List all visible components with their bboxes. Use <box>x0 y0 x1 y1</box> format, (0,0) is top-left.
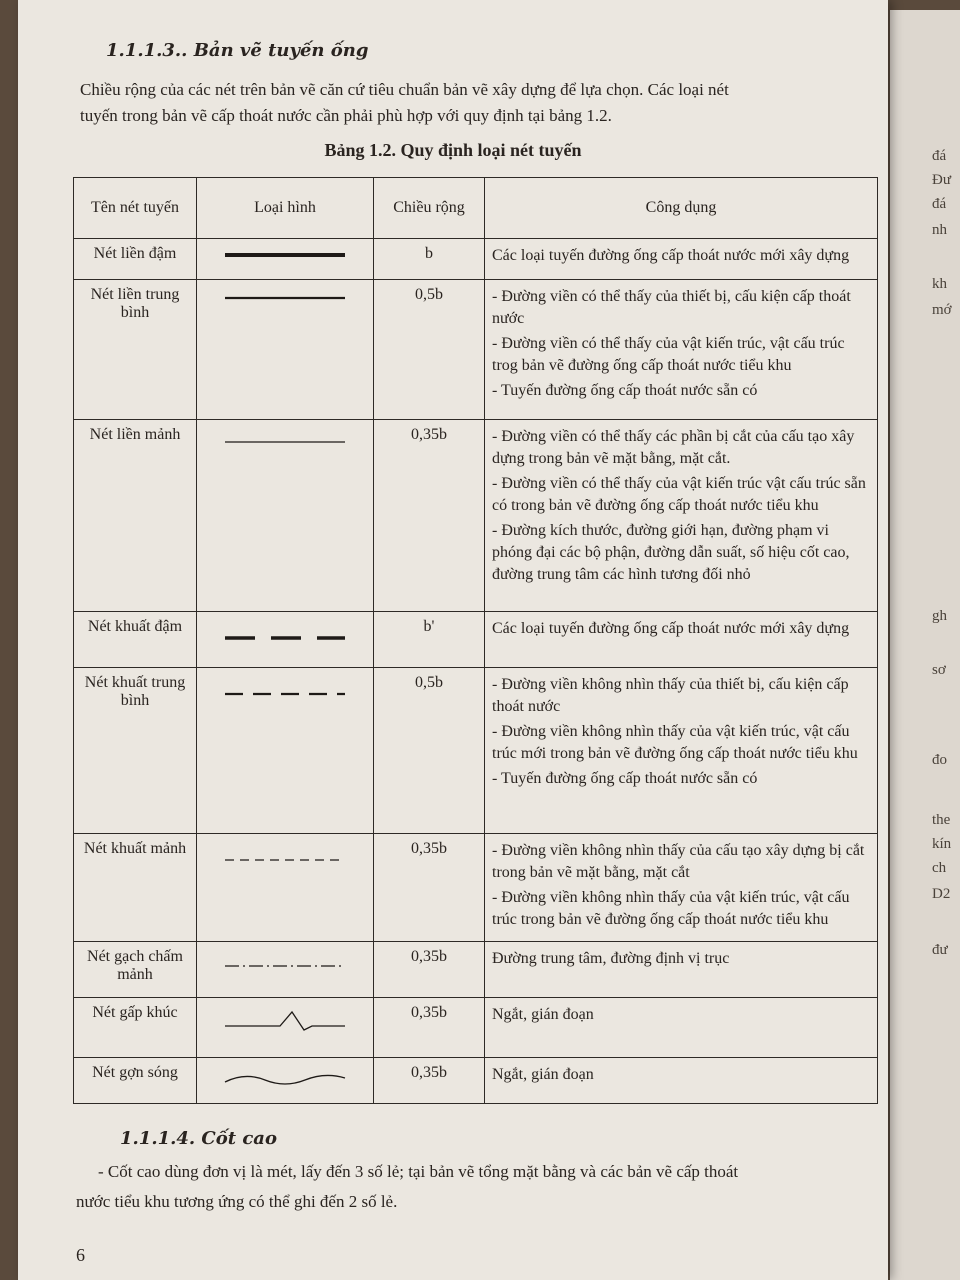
adjacent-page <box>890 10 960 1280</box>
adjacent-page-fragment: kh <box>932 276 947 292</box>
row-usage <box>485 942 878 998</box>
row-width: 0,35b <box>374 1058 485 1104</box>
usage-item: - Đường kích thước, đường giới hạn, đường phạm vi phóng đại các bộ phận, đường dẫn suất, số hiệu cốt cao, đường trung tâm các hình tương đối nhỏ <box>492 522 850 583</box>
row-line-sample <box>197 834 374 942</box>
row-line-sample <box>197 420 374 612</box>
adjacent-page-fragment: đo <box>932 752 947 768</box>
adjacent-page-fragment: kín <box>932 836 952 852</box>
table-row <box>74 420 878 612</box>
table-row <box>74 834 878 942</box>
row-line-sample <box>197 1058 374 1104</box>
row-line-sample <box>197 280 374 420</box>
line-type-table <box>73 177 878 1104</box>
line-sample-dash-medium <box>220 678 350 702</box>
table-row <box>74 942 878 998</box>
table-row <box>74 612 878 668</box>
row-line-sample <box>197 942 374 998</box>
line-sample-dash-thin <box>220 844 350 868</box>
row-name: Nét khuất đậm <box>74 612 197 668</box>
table-row <box>74 1058 878 1104</box>
header-width: Chiều rộng <box>374 178 485 239</box>
row-name: Nét khuất trung bình <box>74 668 197 834</box>
row-name: Nét gấp khúc <box>74 998 197 1058</box>
table-header-row <box>74 178 878 239</box>
row-width: 0,35b <box>374 834 485 942</box>
usage-item: - Đường viền không nhìn thấy của thiết bị, cấu kiện cấp thoát nước <box>492 676 849 715</box>
usage-item: Các loại tuyến đường ống cấp thoát nước mới xây dựng <box>492 620 850 637</box>
header-line-type: Loại hình <box>197 178 374 239</box>
usage-item: - Đường viền có thể thấy của vật kiến trúc vật cấu trúc sẵn có trong bản vẽ đường ống cấp thoát nước tiểu khu <box>492 475 866 514</box>
adjacent-page-fragment: mớ <box>932 302 952 318</box>
line-sample-solid-thin <box>220 430 350 454</box>
row-line-sample <box>197 239 374 280</box>
row-name: Nét khuất mảnh <box>74 834 197 942</box>
row-usage <box>485 239 878 280</box>
adjacent-page-fragment: the <box>932 812 951 828</box>
row-name: Nét liền mảnh <box>74 420 197 612</box>
row-name: Nét liền trung bình <box>74 280 197 420</box>
adjacent-page-fragment: nh <box>932 222 947 238</box>
row-usage <box>485 998 878 1058</box>
page-number: 6 <box>76 1245 85 1265</box>
row-usage <box>485 420 878 612</box>
usage-item: Ngắt, gián đoạn <box>492 1066 594 1083</box>
row-usage <box>485 1058 878 1104</box>
usage-item: Ngắt, gián đoạn <box>492 1006 594 1023</box>
book-page <box>18 0 888 1280</box>
usage-item: - Đường viền không nhìn thấy của vật kiến trúc, vật cấu trúc mới trong bản vẽ đường ống cấp thoát nước tiểu khu <box>492 723 858 762</box>
line-sample-dash-thick <box>220 622 350 646</box>
row-name: Nét gợn sóng <box>74 1058 197 1104</box>
usage-item: - Tuyến đường ống cấp thoát nước sẵn có <box>492 770 758 787</box>
section2-line-2: nước tiểu khu tương ứng có thể ghi đến 2 số lẻ. <box>76 1192 398 1211</box>
usage-item: - Đường viền không nhìn thấy của vật kiến trúc, vật cấu trúc trong bản vẽ đường ống cấp thoát nước tiểu khu <box>492 889 850 928</box>
row-width: b' <box>374 612 485 668</box>
usage-item: Đường trung tâm, đường định vị trục <box>492 950 730 967</box>
table-row <box>74 280 878 420</box>
header-usage: Công dụng <box>485 178 878 239</box>
line-sample-break-zigzag <box>220 1008 350 1032</box>
row-line-sample <box>197 668 374 834</box>
table-row <box>74 239 878 280</box>
line-sample-dash-dot <box>220 952 350 976</box>
usage-item: - Tuyến đường ống cấp thoát nước sẵn có <box>492 382 758 399</box>
adjacent-page-fragment: sơ <box>932 662 946 678</box>
row-width: b <box>374 239 485 280</box>
row-usage <box>485 612 878 668</box>
intro-line-1: Chiều rộng của các nét trên bản vẽ căn cứ tiêu chuẩn bản vẽ xây dựng để lựa chọn. Các loại nét <box>80 80 729 99</box>
table-row <box>74 998 878 1058</box>
line-sample-wave <box>220 1068 350 1092</box>
usage-item: - Đường viền có thể thấy của vật kiến trúc, vật cấu trúc trog bản vẽ đường ống cấp thoát nước tiểu khu <box>492 335 845 374</box>
row-width: 0,5b <box>374 280 485 420</box>
adjacent-page-fragment: D2 <box>932 886 951 902</box>
usage-item: - Đường viền có thể thấy của thiết bị, cấu kiện cấp thoát nước <box>492 288 851 327</box>
section-heading: 1.1.1.3.. Bản vẽ tuyến ống <box>106 40 369 61</box>
usage-item: - Đường viền không nhìn thấy của cấu tạo xây dựng bị cắt trong bản vẽ mặt bằng, mặt cắt <box>492 842 865 881</box>
intro-line-2: tuyến trong bản vẽ cấp thoát nước cần phải phù hợp với quy định tại bảng 1.2. <box>80 106 612 125</box>
row-name: Nét liền đậm <box>74 239 197 280</box>
row-usage <box>485 280 878 420</box>
line-sample-solid-thick <box>220 249 350 273</box>
row-width: 0,5b <box>374 668 485 834</box>
row-width: 0,35b <box>374 420 485 612</box>
row-name: Nét gạch chấm mảnh <box>74 942 197 998</box>
adjacent-page-fragment: đá <box>932 148 947 164</box>
adjacent-page-fragment: đá <box>932 196 947 212</box>
table-row <box>74 668 878 834</box>
row-usage <box>485 668 878 834</box>
section2-heading: 1.1.1.4. Cốt cao <box>120 1128 277 1149</box>
line-sample-solid-medium <box>220 290 350 314</box>
table-title: Bảng 1.2. Quy định loại nét tuyến <box>324 140 582 160</box>
section2-line-1: - Cốt cao dùng đơn vị là mét, lấy đến 3 số lẻ; tại bản vẽ tổng mặt bằng và các bản vẽ cấp thoát <box>98 1162 739 1181</box>
adjacent-page-fragment: Đư <box>932 172 951 188</box>
adjacent-page-fragment: đư <box>932 942 948 958</box>
row-width: 0,35b <box>374 998 485 1058</box>
header-name: Tên nét tuyến <box>74 178 197 239</box>
adjacent-page-fragment: gh <box>932 608 947 624</box>
row-line-sample <box>197 998 374 1058</box>
row-usage <box>485 834 878 942</box>
usage-item: Các loại tuyến đường ống cấp thoát nước mới xây dựng <box>492 247 850 264</box>
adjacent-page-fragment: ch <box>932 860 947 876</box>
row-width: 0,35b <box>374 942 485 998</box>
usage-item: - Đường viền có thể thấy các phần bị cắt của cấu tạo xây dựng trong bản vẽ mặt bằng, mặt cắt. <box>492 428 855 467</box>
row-line-sample <box>197 612 374 668</box>
